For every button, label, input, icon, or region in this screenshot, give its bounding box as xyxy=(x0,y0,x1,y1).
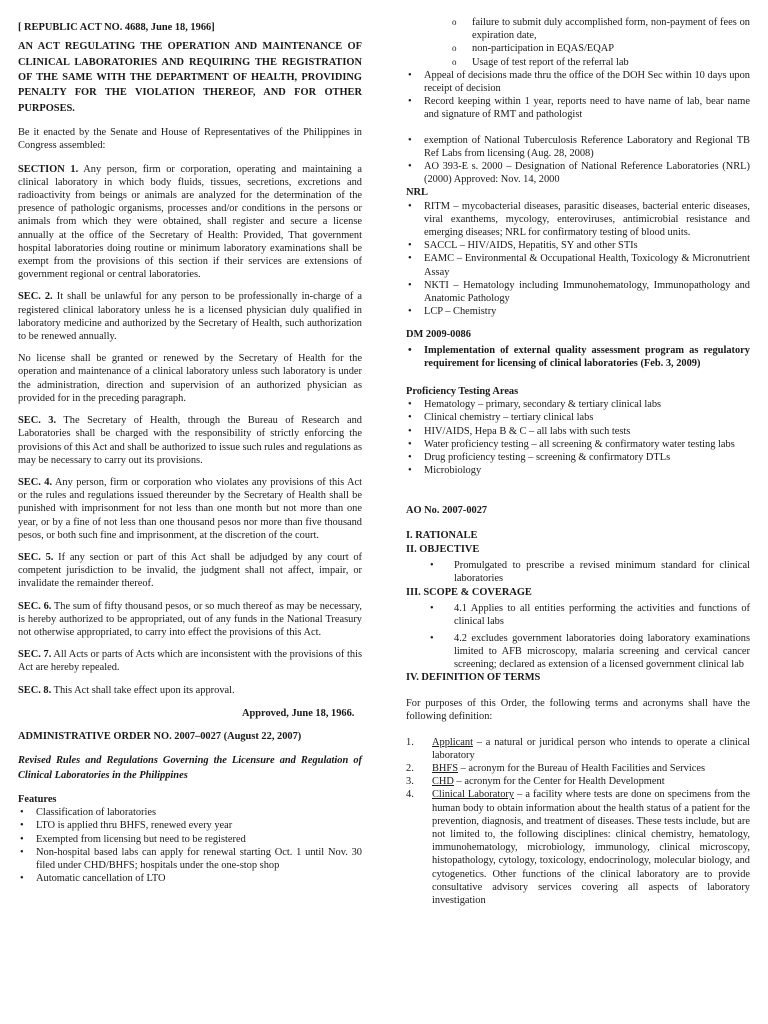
section-text: Any person, firm or corporation who violates any provisions of this Act or the rules and regulations issued thereunder by the Secretary of Health shall be punished with imprisonment for not less than one month but not more than one year, or by a fine of not less than one thousand pesos nor more than five thousand pesos, or both such fine and imprisonment, at the discretion of the court. xyxy=(18,476,362,541)
left-column xyxy=(18,0,362,885)
definition-term: BHFS xyxy=(432,762,458,774)
section-label: SEC. 7. xyxy=(18,649,52,661)
section-5 xyxy=(18,551,362,591)
nrl-list xyxy=(406,200,750,319)
features-heading: Features xyxy=(18,793,57,805)
list-item: • Clinical chemistry – tertiary clinical labs xyxy=(406,411,750,424)
exemption-list xyxy=(406,134,750,187)
dm-list xyxy=(406,344,750,370)
section-2 xyxy=(18,290,362,343)
list-item: • Classification of laboratories xyxy=(18,806,362,819)
section-text: No license shall be granted or renewed by the Secretary of Health for the operation and maintenance of a clinical laboratory unless such laboratory is under the administration, direction and supervision of an authorized physician as provided for in the preceding paragraph. xyxy=(18,353,362,404)
list-item: • 4.1 Applies to all entities performing the activities and functions of clinical labs xyxy=(406,602,750,628)
list-item: • Record keeping within 1 year, reports need to have name of lab, bear name and signature of RMT and pathologist xyxy=(406,95,750,121)
section-8 xyxy=(18,684,362,697)
section-label: SECTION 1. xyxy=(18,163,79,175)
list-item: • NKTI – Hematology including Immunohematology, Immunopathology and Anatomic Pathology xyxy=(406,279,750,305)
pt-list xyxy=(406,398,750,477)
list-item: • LTO is applied thru BHFS, renewed every year xyxy=(18,819,362,832)
appeal-list xyxy=(406,69,750,122)
definition-item xyxy=(406,775,750,788)
list-item: • 4.2 excludes government laboratories doing laboratory examinations limited to AFB microscopy, malaria screening and cervical cancer screening; declared as extension of a licensed government clinical lab xyxy=(406,632,750,672)
ao-header: ADMINISTRATIVE ORDER NO. 2007–0027 (August 22, 2007) xyxy=(18,730,302,742)
definition-text: – acronym for the Center for Health Development xyxy=(453,776,665,788)
dm-heading: DM 2009-0086 xyxy=(406,329,471,341)
ao2-heading: AO No. 2007-0027 xyxy=(406,504,488,516)
list-item: • exemption of National Tuberculosis Reference Laboratory and Regional TB Ref Labs from licensing (Aug. 28, 2008) xyxy=(406,134,750,160)
definition-number: 2. xyxy=(406,762,414,774)
cancellation-grounds-list xyxy=(406,16,750,69)
section-label: SEC. 8. xyxy=(18,684,52,696)
list-item: • RITM – mycobacterial diseases, parasitic diseases, bacterial enteric diseases, viral exanthems, mycology, enteroviruses, antimicrobial resistance and emerging diseases; NRL for confirmatory testing of blood units. xyxy=(406,200,750,240)
objective-heading: II. OBJECTIVE xyxy=(406,543,480,555)
section-text: It shall be unlawful for any person to be professionally in-charge of a registered clinical laboratory unless he is a licensed physician duly qualified in laboratory medicine and authorized by the Secretary of Health, such authorization to be renewed annually. xyxy=(18,291,363,343)
definition-item xyxy=(406,788,750,907)
section-6 xyxy=(18,600,362,640)
list-item: • Hematology – primary, secondary & tertiary clinical labs xyxy=(406,398,750,411)
definitions-intro: For purposes of this Order, the following terms and acronyms shall have the following definition: xyxy=(406,698,750,723)
definitions-list xyxy=(406,736,750,908)
right-column xyxy=(406,0,750,907)
definition-text: – a facility where tests are done on specimens from the human body to obtain information about the health status of a patient for the prevention, diagnosis, and treatment of diseases. These tests include, but are not limited to, the following disciplines: clinical chemistry, hematology, immunohematology, microbiology, immunology, clinical microscopy, histopathology, cytology, toxicology, endocrinology, molecular biology, and cytogenetics. Other functions of the clinical laboratory are to provide consultative advisory services covering all aspects of laboratory investigation xyxy=(432,789,750,906)
act-title: AN ACT REGULATING THE OPERATION AND MAINTENANCE OF CLINICAL LABORATORIES AND REQUIRING THE REGISTRATION OF THE SAME WITH THE DEPARTMENT OF HEALTH, PROVIDING PENALTY FOR THE VIOLATION THEREOF, AND FOR OTHER PURPOSES. xyxy=(18,41,362,114)
section-4 xyxy=(18,476,362,542)
section-text: All Acts or parts of Acts which are inconsistent with the provisions of this Act are hereby repealed. xyxy=(18,649,362,674)
section-label: SEC. 3. xyxy=(18,415,57,427)
act-header: [ REPUBLIC ACT NO. 4688, June 18, 1966] xyxy=(18,22,215,33)
list-item: • HIV/AIDS, Hepa B & C – all labs with such tests xyxy=(406,425,750,438)
list-item: • Microbiology xyxy=(406,464,750,477)
list-item: • SACCL – HIV/AIDS, Hepatitis, SY and other STIs xyxy=(406,239,750,252)
definition-term: Applicant xyxy=(432,736,473,748)
definition-text: – acronym for the Bureau of Health Facilities and Services xyxy=(458,762,705,774)
nrl-heading: NRL xyxy=(406,187,428,199)
definition-term: CHD xyxy=(432,776,454,788)
section-text: The sum of fifty thousand pesos, or so much thereof as may be necessary, is hereby authorized to be appropriated, out of any funds in the National Treasury not otherwise appropriated, to carry into effect the provisions of this Act. xyxy=(18,600,362,638)
section-label: SEC. 2. xyxy=(18,291,53,303)
list-item: • Appeal of decisions made thru the office of the DOH Sec within 10 days upon receipt of decision xyxy=(406,69,750,95)
list-item: • AO 393-E s. 2000 – Designation of National Reference Laboratories (NRL) (2000) Approved: Nov. 14, 2000 xyxy=(406,160,750,186)
rationale-heading: I. RATIONALE xyxy=(406,529,478,541)
objective-list xyxy=(406,559,750,585)
enacting-clause: Be it enacted by the Senate and House of Representatives of the Philippines in Congress assembled: xyxy=(18,127,362,152)
section-1 xyxy=(18,163,362,282)
definition-number: 1. xyxy=(406,736,414,748)
section-label: SEC. 6. xyxy=(18,600,52,612)
section-label: SEC. 5. xyxy=(18,551,54,563)
section-text: This Act shall take effect upon its approval. xyxy=(51,684,235,696)
definition-number: 3. xyxy=(406,776,414,788)
list-item: • Exempted from licensing but need to be registered xyxy=(18,833,362,846)
list-item: • Promulgated to prescribe a revised minimum standard for clinical laboratories xyxy=(406,559,750,585)
section-text: Any person, firm or corporation, operating and maintaining a clinical laboratory in which body fluids, tissues, secretions, excretions and radioactivity from beings or animals are analyzed for the determination of the presence of pathologic organisms, processes and/or conditions in the persons or animals from which they were obtained, shall register and secure a license annually at the office of the Secretary of Health: Provided, That government hospital laboratories doing routine or minimum laboratory examinations shall be exempt from the provisions of this section if their services are extensions of government regional or central laboratories. xyxy=(18,163,362,281)
list-item: • Water proficiency testing – all screening & confirmatory water testing labs xyxy=(406,438,750,451)
definition-item xyxy=(406,736,750,762)
list-item: o Usage of test report of the referral lab xyxy=(406,56,750,69)
definition-number: 4. xyxy=(406,789,414,801)
list-item: • LCP – Chemistry xyxy=(406,305,750,318)
list-item: • Automatic cancellation of LTO xyxy=(18,872,362,885)
approval-line: Approved, June 18, 1966. xyxy=(242,707,355,719)
list-item: o non-participation in EQAS/EQAP xyxy=(406,42,750,55)
list-item: • Non-hospital based labs can apply for renewal starting Oct. 1 until Nov. 30 filed under CHD/BHFS; hospitals under the one-stop shop xyxy=(18,846,362,872)
scope-list xyxy=(406,602,750,671)
list-item: o failure to submit duly accomplished form, non-payment of fees on expiration date, xyxy=(406,16,750,42)
section-7 xyxy=(18,648,362,674)
section-2-paragraph xyxy=(18,352,362,405)
features-list xyxy=(18,806,362,885)
section-text: If any section or part of this Act shall be adjudged by any court of competent jurisdiction to be invalid, the judgment shall not affect, impair, or invalidate the remainder thereof. xyxy=(18,551,362,590)
list-item: • EAMC – Environmental & Occupational Health, Toxicology & Micronutrient Assay xyxy=(406,252,750,278)
list-item: • Drug proficiency testing – screening & confirmatory DTLs xyxy=(406,451,750,464)
definition-term: Clinical Laboratory xyxy=(432,789,515,801)
list-item: • Implementation of external quality assessment program as regulatory requirement for licensing of clinical laboratories (Feb. 3, 2009) xyxy=(406,344,750,370)
definitions-heading: IV. DEFINITION OF TERMS xyxy=(406,672,541,684)
definition-text: – a natural or juridical person who intends to operate a clinical laboratory xyxy=(432,736,750,761)
ao-title: Revised Rules and Regulations Governing the Licensure and Regulation of Clinical Laboratories in the Philippines xyxy=(18,754,362,781)
section-3 xyxy=(18,414,362,467)
scope-heading: III. SCOPE & COVERAGE xyxy=(406,587,532,599)
pt-heading: Proficiency Testing Areas xyxy=(406,386,519,398)
definition-item xyxy=(406,762,750,775)
section-label: SEC. 4. xyxy=(18,476,53,488)
section-text: The Secretary of Health, through the Bureau of Research and Laboratories shall be charged with the responsibility of strictly enforcing the provisions of this Act and shall be authorized to issue such rules and regulations as may be necessary to carry out its provisions. xyxy=(18,415,362,466)
